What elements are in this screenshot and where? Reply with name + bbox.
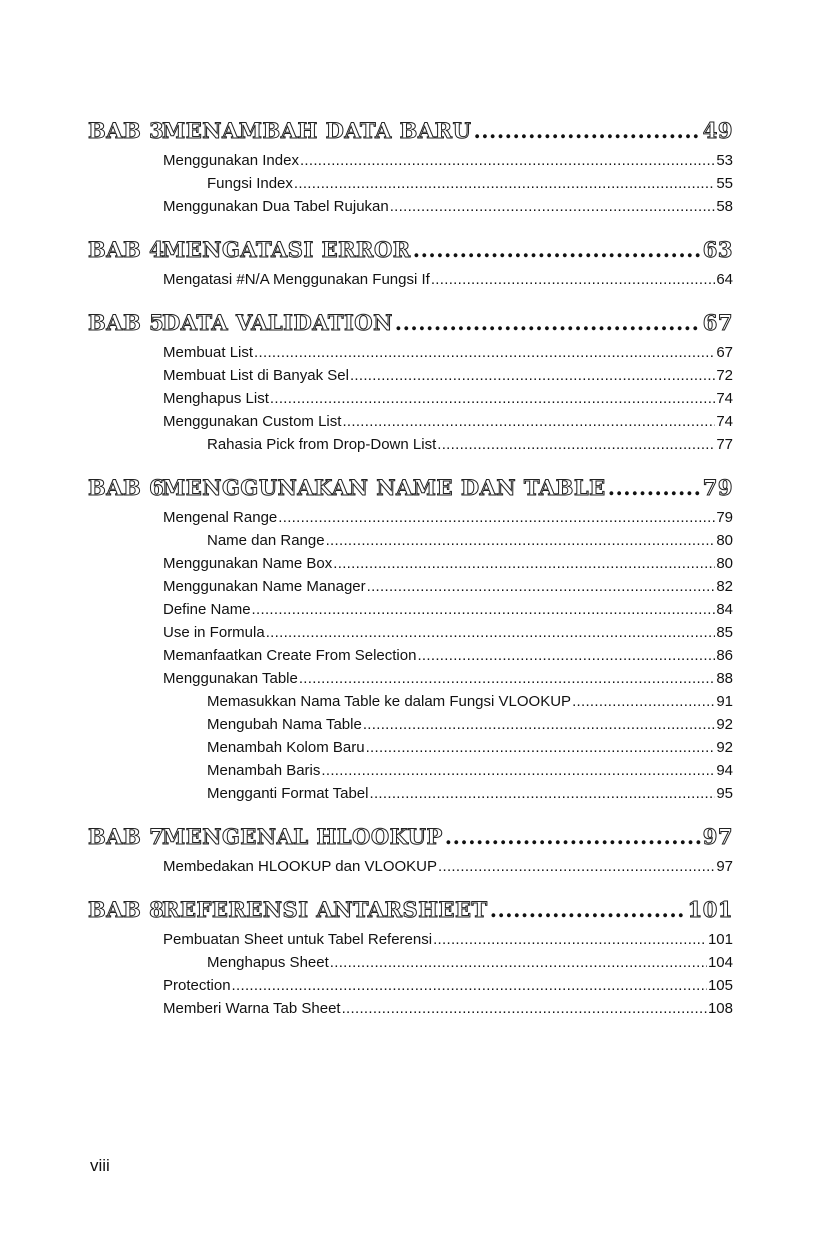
dot-leader — [395, 310, 701, 335]
dot-leader — [490, 897, 686, 922]
entry-title: Name dan Range — [207, 532, 325, 549]
entry-title: Use in Formula — [163, 624, 265, 641]
entry-page-number: 94 — [716, 762, 733, 779]
toc-entry[interactable] — [88, 739, 733, 762]
dot-leader — [266, 624, 716, 641]
entry-title: Mengenal Range — [163, 509, 278, 526]
entry-title: Memberi Warna Tab Sheet — [163, 1000, 341, 1017]
entry-title: Menggunakan Name Box — [163, 555, 333, 572]
toc-entry[interactable] — [88, 344, 733, 367]
entry-page-number: 53 — [716, 152, 733, 169]
toc-entry[interactable] — [88, 532, 733, 555]
entry-title: Menggunakan Table — [163, 670, 298, 687]
chapter-page-number: 79 — [702, 475, 733, 500]
chapter-heading[interactable] — [88, 118, 733, 152]
entry-title: Mengatasi #N/A Menggunakan Fungsi If — [163, 271, 430, 288]
dot-leader — [367, 578, 716, 595]
entry-page-number: 104 — [707, 954, 733, 971]
chapter-label: BAB 5 — [88, 310, 165, 335]
chapter-heading[interactable] — [88, 310, 733, 344]
dot-leader — [350, 367, 715, 384]
toc-entry[interactable] — [88, 716, 733, 739]
dot-leader — [473, 118, 700, 143]
entry-title: Memanfaatkan Create From Selection — [163, 647, 417, 664]
chapter-title: MENGATASI ERROR — [162, 237, 411, 262]
toc-entry[interactable] — [88, 436, 733, 459]
chapter-title: REFERENSI ANTARSHEET — [162, 897, 488, 922]
dot-leader — [252, 601, 716, 618]
dot-leader — [300, 152, 715, 169]
entry-title: Mengganti Format Tabel — [207, 785, 369, 802]
toc-chapter — [88, 824, 733, 881]
entry-title: Define Name — [163, 601, 251, 618]
dot-leader — [390, 198, 716, 215]
toc-entry[interactable] — [88, 601, 733, 624]
chapter-heading[interactable] — [88, 237, 733, 271]
dot-leader — [342, 413, 715, 430]
entry-page-number: 86 — [716, 647, 733, 664]
entry-title: Pembuatan Sheet untuk Tabel Referensi — [163, 931, 433, 948]
entry-page-number: 80 — [716, 555, 733, 572]
entry-page-number: 64 — [716, 271, 733, 288]
dot-leader — [572, 693, 715, 710]
toc-chapter — [88, 118, 733, 221]
dot-leader — [437, 436, 715, 453]
entry-page-number: 88 — [716, 670, 733, 687]
entry-page-number: 82 — [716, 578, 733, 595]
dot-leader — [254, 344, 715, 361]
entry-title: Membedakan HLOOKUP dan VLOOKUP — [163, 858, 438, 875]
chapter-label: BAB 3 — [88, 118, 165, 143]
toc-entry[interactable] — [88, 954, 733, 977]
toc-entry[interactable] — [88, 858, 733, 881]
chapter-title: MENGENAL HLOOKUP — [162, 824, 443, 849]
entry-page-number: 80 — [716, 532, 733, 549]
toc-entry[interactable] — [88, 175, 733, 198]
dot-leader — [321, 762, 715, 779]
dot-leader — [413, 237, 701, 262]
toc-entry[interactable] — [88, 367, 733, 390]
chapter-title: MENGGUNAKAN NAME DAN TABLE — [162, 475, 606, 500]
entry-page-number: 92 — [716, 716, 733, 733]
entry-page-number: 85 — [716, 624, 733, 641]
entry-title: Fungsi Index — [207, 175, 293, 192]
toc-entry[interactable] — [88, 1000, 733, 1023]
entry-page-number: 105 — [707, 977, 733, 994]
entry-page-number: 79 — [716, 509, 733, 526]
chapter-label: BAB 7 — [88, 824, 165, 849]
entry-page-number: 55 — [716, 175, 733, 192]
entry-page-number: 92 — [716, 739, 733, 756]
toc-entry[interactable] — [88, 413, 733, 436]
toc-entry[interactable] — [88, 555, 733, 578]
dot-leader — [299, 670, 715, 687]
chapter-title: DATA VALIDATION — [162, 310, 393, 335]
entry-page-number: 58 — [716, 198, 733, 215]
dot-leader — [342, 1000, 707, 1017]
toc-chapter — [88, 475, 733, 808]
chapter-heading[interactable] — [88, 824, 733, 858]
chapter-page-number: 101 — [687, 897, 733, 922]
entry-title: Membuat List — [163, 344, 254, 361]
dot-leader — [433, 931, 707, 948]
toc-entry[interactable] — [88, 390, 733, 413]
toc-entry[interactable] — [88, 762, 733, 785]
entry-title: Protection — [163, 977, 231, 994]
entry-page-number: 84 — [716, 601, 733, 618]
entry-page-number: 95 — [716, 785, 733, 802]
chapter-heading[interactable] — [88, 475, 733, 509]
chapter-page-number: 49 — [702, 118, 733, 143]
entry-title: Menggunakan Name Manager — [163, 578, 366, 595]
chapter-title: MENAMBAH DATA BARU — [162, 118, 472, 143]
chapter-label: BAB 8 — [88, 897, 165, 922]
entry-page-number: 67 — [716, 344, 733, 361]
toc-entry[interactable] — [88, 509, 733, 532]
toc-entry[interactable] — [88, 693, 733, 716]
dot-leader — [438, 858, 715, 875]
toc-entry[interactable] — [88, 198, 733, 221]
page-number: viii — [90, 1156, 110, 1175]
entry-title: Menambah Baris — [207, 762, 321, 779]
dot-leader — [294, 175, 715, 192]
entry-page-number: 74 — [716, 390, 733, 407]
toc-chapter — [88, 897, 733, 1023]
toc-entry[interactable] — [88, 785, 733, 808]
entry-title: Menggunakan Dua Tabel Rujukan — [163, 198, 389, 215]
table-of-contents — [88, 118, 733, 1039]
dot-leader — [270, 390, 715, 407]
entry-title: Memasukkan Nama Table ke dalam Fungsi VLOOKUP — [207, 693, 572, 710]
chapter-heading[interactable] — [88, 897, 733, 931]
dot-leader — [333, 555, 715, 572]
dot-leader — [417, 647, 715, 664]
dot-leader — [232, 977, 707, 994]
entry-title: Menggunakan Index — [163, 152, 299, 169]
toc-chapter — [88, 310, 733, 459]
dot-leader — [445, 824, 701, 849]
toc-entry[interactable] — [88, 271, 733, 294]
chapter-page-number: 63 — [702, 237, 733, 262]
chapter-label: BAB 4 — [88, 237, 165, 262]
toc-entry[interactable] — [88, 931, 733, 954]
dot-leader — [366, 739, 716, 756]
entry-page-number: 72 — [716, 367, 733, 384]
chapter-page-number: 97 — [702, 824, 733, 849]
entry-title: Menghapus List — [163, 390, 269, 407]
dot-leader — [363, 716, 715, 733]
entry-page-number: 74 — [716, 413, 733, 430]
entry-page-number: 97 — [716, 858, 733, 875]
entry-title: Menggunakan Custom List — [163, 413, 342, 430]
entry-page-number: 91 — [716, 693, 733, 710]
entry-title: Menambah Kolom Baru — [207, 739, 365, 756]
dot-leader — [326, 532, 716, 549]
entry-page-number: 77 — [716, 436, 733, 453]
toc-entry[interactable] — [88, 152, 733, 175]
toc-entry[interactable] — [88, 578, 733, 601]
entry-page-number: 101 — [707, 931, 733, 948]
toc-entry[interactable] — [88, 647, 733, 670]
dot-leader — [369, 785, 715, 802]
toc-entry[interactable] — [88, 977, 733, 1000]
dot-leader — [330, 954, 707, 971]
dot-leader — [608, 475, 701, 500]
toc-entry[interactable] — [88, 670, 733, 693]
chapter-page-number: 67 — [702, 310, 733, 335]
entry-title: Membuat List di Banyak Sel — [163, 367, 349, 384]
entry-title: Mengubah Nama Table — [207, 716, 362, 733]
dot-leader — [278, 509, 715, 526]
chapter-label: BAB 6 — [88, 475, 165, 500]
dot-leader — [431, 271, 715, 288]
entry-page-number: 108 — [707, 1000, 733, 1017]
toc-entry[interactable] — [88, 624, 733, 647]
toc-chapter — [88, 237, 733, 294]
entry-title: Menghapus Sheet — [207, 954, 329, 971]
entry-title: Rahasia Pick from Drop-Down List — [207, 436, 437, 453]
